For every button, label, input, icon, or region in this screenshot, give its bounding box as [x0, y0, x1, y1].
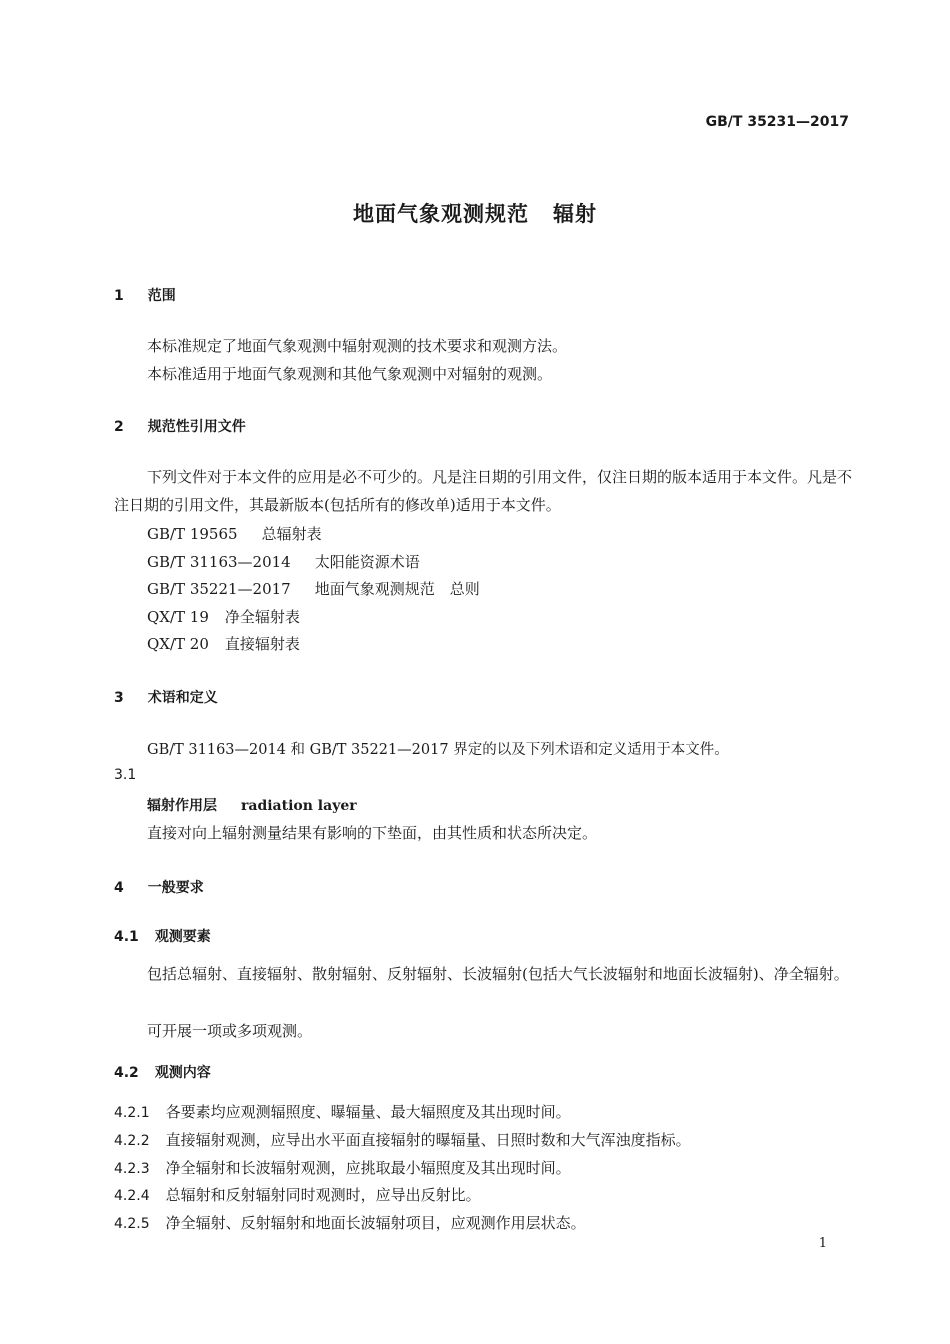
clause-text: 各要素均应观测辐照度、曝辐量、最大辐照度及其出现时间。 — [165, 1103, 571, 1121]
section-3-title: 术语和定义 — [147, 690, 218, 706]
section-3-paragraph-1: GB/T 31163—2014 和 GB/T 35221—2017 界定的以及下列术语和定义适用于本文件。 — [147, 742, 729, 758]
section-1-paragraph-1: 本标准规定了地面气象观测中辐射观测的技术要求和观测方法。 — [147, 337, 568, 355]
section-3-heading — [114, 687, 218, 707]
section-1-title: 范围 — [147, 288, 176, 304]
section-4-title: 一般要求 — [147, 880, 204, 896]
clause-text: 直接辐射观测，应导出水平面直接辐射的曝辐量、日照时数和大气浑浊度指标。 — [165, 1131, 691, 1149]
section-4-1-paragraph-1: 包括总辐射、直接辐射、散射辐射、反射辐射、长波辐射(包括大气长波辐射和地面长波辐射)、净全辐射。 — [147, 965, 849, 983]
reference-name: 总辐射表 — [261, 525, 322, 543]
document-title — [0, 198, 950, 228]
page-number: 1 — [818, 1236, 827, 1251]
clause-4-2-2 — [114, 1129, 691, 1150]
section-4-1-paragraph-2: 可开展一项或多项观测。 — [147, 1022, 313, 1040]
clause-number: 4.2.5 — [114, 1216, 150, 1232]
clause-number: 4.2.4 — [114, 1188, 150, 1204]
section-3-number: 3 — [114, 690, 124, 706]
clause-4-2-5 — [114, 1212, 586, 1233]
section-2-heading — [114, 416, 246, 436]
clause-text: 总辐射和反射辐射同时观测时，应导出反射比。 — [165, 1186, 481, 1204]
section-4-1-heading — [114, 926, 211, 946]
clause-4-2-4 — [114, 1184, 481, 1205]
term-3-1-definition: 直接对向上辐射测量结果有影响的下垫面，由其性质和状态所决定。 — [147, 824, 598, 842]
clause-text: 净全辐射、反射辐射和地面长波辐射项目，应观测作用层状态。 — [165, 1214, 586, 1232]
clause-4-2-3 — [114, 1157, 571, 1178]
reference-code: QX/T 19 — [147, 608, 209, 626]
section-4-2-heading — [114, 1062, 211, 1082]
section-2-title: 规范性引用文件 — [147, 419, 246, 435]
section-2-paragraph-1: 下列文件对于本文件的应用是必不可少的。凡是注日期的引用文件，仅注日期的版本适用于本文件。凡是不注日期的引用文件，其最新版本(包括所有的修改单)适用于本文件。 — [114, 468, 853, 514]
reference-item — [147, 578, 480, 599]
section-4-heading — [114, 877, 204, 897]
title-main: 地面气象观测规范 — [353, 202, 529, 226]
reference-item — [147, 551, 420, 572]
reference-item — [147, 606, 300, 627]
clause-number: 4.2.2 — [114, 1133, 150, 1149]
clause-number: 4.2.3 — [114, 1161, 150, 1177]
section-1-heading — [114, 285, 176, 305]
section-4-2-title: 观测内容 — [154, 1065, 211, 1081]
reference-code: GB/T 19565 — [147, 525, 238, 543]
title-sub: 辐射 — [553, 202, 597, 226]
clause-text: 净全辐射和长波辐射观测，应挑取最小辐照度及其出现时间。 — [165, 1159, 571, 1177]
term-english: radiation layer — [241, 798, 357, 814]
reference-item — [147, 633, 300, 654]
clause-number: 4.2.1 — [114, 1105, 150, 1121]
reference-name: 太阳能资源术语 — [314, 553, 420, 571]
clause-4-2-1 — [114, 1101, 571, 1122]
section-4-2-number: 4.2 — [114, 1065, 139, 1081]
section-1-number: 1 — [114, 288, 124, 304]
section-4-1-number: 4.1 — [114, 929, 139, 945]
reference-code: QX/T 20 — [147, 635, 209, 653]
reference-name: 净全辐射表 — [224, 608, 300, 626]
reference-item — [147, 523, 322, 544]
term-chinese: 辐射作用层 — [147, 798, 217, 814]
section-4-number: 4 — [114, 880, 124, 896]
term-3-1 — [147, 795, 357, 815]
term-3-1-number: 3.1 — [114, 767, 137, 783]
section-1-paragraph-2: 本标准适用于地面气象观测和其他气象观测中对辐射的观测。 — [147, 365, 553, 383]
reference-name: 地面气象观测规范 总则 — [314, 580, 480, 598]
reference-code: GB/T 35221—2017 — [147, 580, 291, 598]
section-2-number: 2 — [114, 419, 124, 435]
reference-name: 直接辐射表 — [224, 635, 300, 653]
reference-code: GB/T 31163—2014 — [147, 553, 291, 571]
standard-number: GB/T 35231—2017 — [705, 114, 849, 130]
section-4-1-title: 观测要素 — [154, 929, 211, 945]
